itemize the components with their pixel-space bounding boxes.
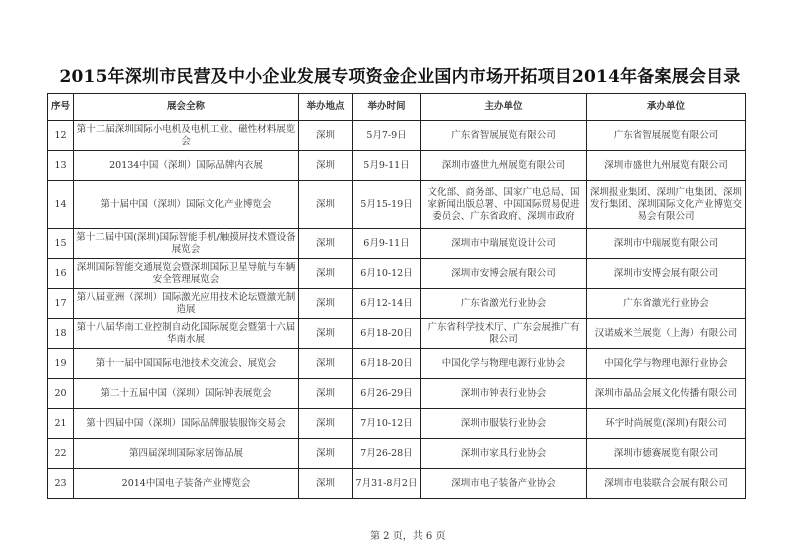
header-no: 序号	[48, 94, 74, 121]
host-unit-cell: 深圳市电子装备产业协会	[421, 469, 587, 499]
table-row	[48, 289, 746, 319]
exhibition-name-cell: 第十二届中国(深圳)国际智能手机/触摸屏技术暨设备展览会	[74, 229, 299, 259]
exhibition-table	[47, 93, 746, 499]
host-unit-cell: 深圳市盛世九州展览有限公司	[421, 151, 587, 181]
row-number-cell: 16	[48, 259, 74, 289]
table-row	[48, 259, 746, 289]
header-time: 举办时间	[353, 94, 421, 121]
host-unit-cell: 深圳市家具行业协会	[421, 439, 587, 469]
date-cell: 7月26-28日	[353, 439, 421, 469]
organizer-unit-cell: 深圳市电装联合会展有限公司	[587, 469, 746, 499]
table-header-row	[48, 94, 746, 121]
exhibition-name-cell: 第十四届中国（深圳）国际品牌服装服饰交易会	[74, 409, 299, 439]
table-row	[48, 379, 746, 409]
exhibition-name-cell: 2014中国电子装备产业博览会	[74, 469, 299, 499]
exhibition-name-cell: 第十一届中国国际电池技术交流会、展览会	[74, 349, 299, 379]
exhibition-name-cell: 第八届亚洲（深圳）国际激光应用技术论坛暨激光制造展	[74, 289, 299, 319]
table-row	[48, 439, 746, 469]
venue-cell: 深圳	[299, 229, 353, 259]
date-cell: 6月12-14日	[353, 289, 421, 319]
table-row	[48, 319, 746, 349]
row-number-cell: 23	[48, 469, 74, 499]
table-row	[48, 229, 746, 259]
venue-cell: 深圳	[299, 289, 353, 319]
table-row	[48, 349, 746, 379]
host-unit-cell: 文化部、商务部、国家广电总局、国家新闻出版总署、中国国际贸易促进委员会、广东省政府、深圳市政府	[421, 181, 587, 229]
row-number-cell: 19	[48, 349, 74, 379]
date-cell: 5月15-19日	[353, 181, 421, 229]
organizer-unit-cell: 深圳市安博会展有限公司	[587, 259, 746, 289]
header-name: 展会全称	[74, 94, 299, 121]
page-footer: 第 2 页，共 6 页	[370, 531, 446, 542]
venue-cell: 深圳	[299, 319, 353, 349]
organizer-unit-cell: 环宇时尚展览(深圳)有限公司	[587, 409, 746, 439]
organizer-unit-cell: 深圳市晶品会展文化传播有限公司	[587, 379, 746, 409]
table-row	[48, 121, 746, 151]
host-unit-cell: 深圳市中瑞展览设计公司	[421, 229, 587, 259]
table-row	[48, 409, 746, 439]
organizer-unit-cell: 深圳报业集团、深圳广电集团、深圳发行集团、深圳国际文化产业博览交易会有限公司	[587, 181, 746, 229]
exhibition-name-cell: 第二十五届中国（深圳）国际钟表展览会	[74, 379, 299, 409]
venue-cell: 深圳	[299, 259, 353, 289]
organizer-unit-cell: 深圳市德赛展览有限公司	[587, 439, 746, 469]
header-organizer: 承办单位	[587, 94, 746, 121]
date-cell: 6月9-11日	[353, 229, 421, 259]
row-number-cell: 14	[48, 181, 74, 229]
row-number-cell: 15	[48, 229, 74, 259]
header-host: 主办单位	[421, 94, 587, 121]
organizer-unit-cell: 深圳市盛世九州展览有限公司	[587, 151, 746, 181]
host-unit-cell: 广东省激光行业协会	[421, 289, 587, 319]
host-unit-cell: 中国化学与物理电源行业协会	[421, 349, 587, 379]
date-cell: 5月9-11日	[353, 151, 421, 181]
document-title: 2015年深圳市民营及中小企业发展专项资金企业国内市场开拓项目2014年备案展会目录	[59, 67, 741, 87]
venue-cell: 深圳	[299, 469, 353, 499]
exhibition-name-cell: 第十八届华南工业控制自动化国际展览会暨第十六届华南水展	[74, 319, 299, 349]
host-unit-cell: 深圳市安博会展有限公司	[421, 259, 587, 289]
venue-cell: 深圳	[299, 379, 353, 409]
organizer-unit-cell: 深圳市中瑞展览有限公司	[587, 229, 746, 259]
header-place: 举办地点	[299, 94, 353, 121]
exhibition-name-cell: 20134中国（深圳）国际品牌内衣展	[74, 151, 299, 181]
organizer-unit-cell: 广东省智展展览有限公司	[587, 121, 746, 151]
date-cell: 5月7-9日	[353, 121, 421, 151]
venue-cell: 深圳	[299, 349, 353, 379]
row-number-cell: 12	[48, 121, 74, 151]
row-number-cell: 13	[48, 151, 74, 181]
date-cell: 7月31-8月2日	[353, 469, 421, 499]
date-cell: 6月18-20日	[353, 349, 421, 379]
host-unit-cell: 深圳市钟表行业协会	[421, 379, 587, 409]
table-row	[48, 469, 746, 499]
venue-cell: 深圳	[299, 121, 353, 151]
date-cell: 6月10-12日	[353, 259, 421, 289]
exhibition-name-cell: 深圳国际智能交通展览会暨深圳国际卫星导航与车辆安全管理展览会	[74, 259, 299, 289]
row-number-cell: 17	[48, 289, 74, 319]
table-row	[48, 151, 746, 181]
row-number-cell: 22	[48, 439, 74, 469]
venue-cell: 深圳	[299, 181, 353, 229]
date-cell: 6月18-20日	[353, 319, 421, 349]
table-row	[48, 181, 746, 229]
date-cell: 7月10-12日	[353, 409, 421, 439]
row-number-cell: 20	[48, 379, 74, 409]
venue-cell: 深圳	[299, 151, 353, 181]
venue-cell: 深圳	[299, 409, 353, 439]
date-cell: 6月26-29日	[353, 379, 421, 409]
exhibition-name-cell: 第十届中国（深圳）国际文化产业博览会	[74, 181, 299, 229]
organizer-unit-cell: 广东省激光行业协会	[587, 289, 746, 319]
organizer-unit-cell: 中国化学与物理电源行业协会	[587, 349, 746, 379]
exhibition-name-cell: 第十二届深圳国际小电机及电机工业、磁性材料展览会	[74, 121, 299, 151]
organizer-unit-cell: 汉诺威米兰展览（上海）有限公司	[587, 319, 746, 349]
row-number-cell: 21	[48, 409, 74, 439]
venue-cell: 深圳	[299, 439, 353, 469]
host-unit-cell: 广东省智展展览有限公司	[421, 121, 587, 151]
host-unit-cell: 深圳市服装行业协会	[421, 409, 587, 439]
row-number-cell: 18	[48, 319, 74, 349]
host-unit-cell: 广东省科学技术厅、广东会展推广有限公司	[421, 319, 587, 349]
exhibition-name-cell: 第四届深圳国际家居饰品展	[74, 439, 299, 469]
